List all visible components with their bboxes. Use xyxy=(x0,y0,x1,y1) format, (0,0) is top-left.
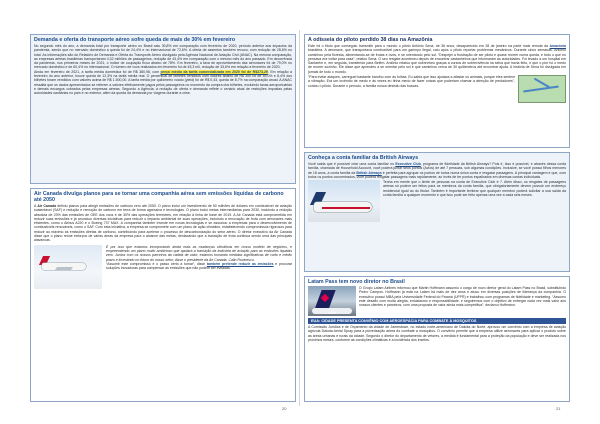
photo-row xyxy=(34,245,292,329)
company-name: Air Canada xyxy=(37,204,57,208)
section-banner: EUA: CIDADE PRESENTA CONVÊNIO COM AEROESPÁCIA PARA COMBATE À MOSQUITOS xyxy=(308,318,566,324)
article-air-canada xyxy=(30,188,296,402)
map-row xyxy=(308,75,566,103)
text-span: brasileira. A aeronave, que transportava combustível para um garimpo ilegal, caiu após o piloto reportar problemas mecânicos. Durante cinco semanas, Antônio caminhou pela floresta, alimentando-se de frutas e ovos, e se orientando pelo sol. “Despejei a frustração de ser piloto e quase morrer numa queda, e tudo o que eu pensava era voltar para casa”, relatou Sena. O seu resgate aconteceu depois de encontrar castanheiros que informaram as autoridades. Foi levado a um hospital em Santarém e, em seguida, transferido para Belém. Antônio relatou que sobreviveu graças a cursos de sobrevivência na selva que havia feito, e que o pior foi o medo de morrer sozinho. Ele disse que aprendeu a se orientar pelo sol e que caminhou cerca de 30 quilômetros até encontrar ajuda. A história de Sena foi divulgada em jornais de todo o mundo. xyxy=(308,48,566,74)
plane-wing-shape xyxy=(55,267,73,270)
article-title: Demanda e oferta do transporte aéreo sofre queda de mais de 30% em fevereiro xyxy=(34,37,236,43)
article-latam-pass xyxy=(304,276,570,402)
article-demanda-oferta xyxy=(30,34,296,184)
article-paragraph xyxy=(106,262,292,271)
page-number-left: 20 xyxy=(282,406,287,411)
inline-link[interactable]: British Airways xyxy=(356,170,382,175)
article-paragraph: O Grupo Latam Airlines informou que Martin Hoffmann assumiu o cargo de novo diretor geral do Latam Pass no Brasil, substituindo Pedro Campos. Hoffmann já está na Latam há mais de dez anos e atuou em diversas posições de liderança da companhia. O executivo possui MBA pela Universidade Federal do Paraná (UFPR) e trabalhou com programas de fidelidade e marketing. “Assumo este desafio com muita alegria, entusiasmo e responsabilidade, e seguiremos com o objetivo de entregar cada vez mais valor aos nossos clientes e parceiros, com uma proposta de valor ainda mais competitiva”, declarou Hoffmann. xyxy=(359,286,566,308)
text-span: , programa de fidelidade da British Airways? Pois é, isso é possível, e através dessa conta família, chamada de Household Account, você poderá juntar seus pontos (Avios) de até 7 pessoas, sob algumas condições. Inclusive, se você possui filhos menores de 18 anos, a conta família da xyxy=(308,162,566,175)
article-title: Conheça a conta familiar da British Airways xyxy=(308,155,419,161)
ba-photo-row xyxy=(308,180,566,222)
british-airways-plane-photo xyxy=(308,180,380,222)
left-page xyxy=(30,34,296,411)
latam-row xyxy=(308,286,566,316)
article-paragraph xyxy=(34,70,292,96)
right-page xyxy=(304,34,570,411)
text-span: . Em relação a fevereiro do ano anterior, houve queda de 12,3% na tarifa média real. O percentual de bilhetes vendidos com valores abaixo de R$ 300 foi de 49,0% e 8,4% dos bilhetes foram vendidos com valores acima de R$ 1.500,00. A tarifa média por quilômetro voado (yield) foi de R$ 0,43, queda de 8,7% na comparação anual. A ANAC ressalta que os dados apresentados se referem a valores efetivamente pagos pelos passageiros no momento da compra dos bilhetes, excluindo taxas aeroportuárias e demais encargos cobrados pelas empresas aéreas. Segundo a Agência, a redução de oferta e demanda reflete o cenário atual de restrições impostas pelas autoridades sanitárias no país e no exterior, além da queda da demanda por viagens durante a crise. xyxy=(34,69,292,96)
text-span: “Assumir este compromisso é o passo certo a tomar”, disse xyxy=(106,261,207,266)
text-span: Este foi o título que conseguiu transmitir para o mundo o piloto Antônio Sena, de 36 anos, desaparecido em 28 de janeiro na parte mais remota da xyxy=(308,44,550,48)
air-canada-plane-photo xyxy=(34,245,102,289)
text-span: A xyxy=(34,204,38,208)
article-piloto-amazonia xyxy=(304,34,570,148)
article-british-airways xyxy=(304,152,570,272)
article-paragraph: "Para evitar ataques, carreguei bastante barulho com as folhas. Eu sabia que isso ajudava a afastar os animais, porque eles sentem a vibração. Era um incêndio de medo e às vezes eu tinha medo de fazer coisas que poderiam chamar a atenção de predadores", contou o piloto. Durante o período, a família nunca desistiu das buscas. xyxy=(308,75,515,88)
photo-caption: LATAM xyxy=(327,312,337,315)
page-number-right: 21 xyxy=(556,406,561,411)
inline-link[interactable]: Amazônia xyxy=(549,44,566,48)
highlighted-link[interactable]: preço médio da tarifa comercializada em 2020 foi de R$373,29 xyxy=(160,69,268,74)
text-span: e procurar soluções inovadoras para compensar as emissões que não podem ser evitadas. xyxy=(106,261,293,271)
article-title: Latam Pass tem novo diretor no Brasil xyxy=(308,279,405,285)
inline-link[interactable]: Executive Club xyxy=(395,162,421,166)
amazon-map-image xyxy=(518,75,566,103)
article-quote: É por isso que estamos incorporando ainda mais as mudanças climáticas em nosso modelo de negócios, e empreendendo um plano muito ambicioso que apoiará a transição da indústria de aviação para as emissões líquidas zero. Juntos com os nossos parceiros da cadeia de valor, estamos tomando medidas significativas de curto e médio prazo e investindo no futuro do nosso setor, disse o presidente da Air Canada, Calin Rovinescu. xyxy=(106,244,292,262)
article-paragraph xyxy=(308,44,566,74)
inline-link[interactable]: também pretende reduzir as emissões xyxy=(206,261,274,266)
text-span: Ainda em fevereiro de 2021, a tarifa média doméstica foi de R$ 380,98, com xyxy=(34,69,161,74)
article-paragraph xyxy=(34,204,292,243)
text-span: Você sabia que é possível criar uma conta familiar no xyxy=(308,162,396,166)
text-span: definiu planos para atingir emissões de carbono zero até 2050. O plano inclui um investimento de 50 milhões de dólares em combustível de aviação sustentável (SAF) e redução e remoção de carbono em terra de forma agressiva e tecnologias. O plano inclui metas intermediárias para 2030, incluindo a redução absoluta de 20% das emissões de GEE dos voos e de 30% das operações terrestres, em relação à linha de base de 2019. A Air Canada está comprometida em reduzir suas emissões e já anunciou diversas iniciativas para reduzir o impacto ambiental de suas operações, incluindo a renovação de frota com aeronaves mais eficientes, como o Airbus A220 e o Boeing 737 MAX. A companhia também investe em novas tecnologias e se associou a empresas para o desenvolvimento de combustíveis renováveis, como o SAF. Com esta iniciativa, a empresa se compromete com um plano de ação climático, estabelecendo compromissos rigorosos para reduzir ao máximo as emissões diretas de carbono, contribuindo para acelerar o processo de descarbonização do setor aéreo. O diretor executivo da Air Canada disse que o plano reúne esforços de várias áreas da empresa para o alcance das metas, destacando que a transição de frota continua sendo uma das principais alavancas. xyxy=(34,204,292,243)
side-text xyxy=(106,245,292,271)
article-paragraph: Tenha em mente que o limite de pessoas na conta de Executive Club é 7. Além disso, os resgates de passagens aéreas só podem ser feitos para os membros da conta família, que obrigatoriamente devem possuir um endereço residencial igual ao do titular. Também é importante lembrar que qualquer membro poderá solicitar a sua saída da conta família a qualquer momento e que isso pode ser feito apenas uma vez a cada seis meses. xyxy=(383,180,566,198)
text-span: é perfeita para agrupar os pontos de todos numa única conta e resgatar passagens. A principal vantagem é que, com todos os pontos concentrados, você poderá resgatar passagens mais rapidamente, ao invés de ter pontos espalhados em diversas contas individuais. xyxy=(308,170,566,179)
plane-stripe-shape xyxy=(322,207,370,208)
article-paragraph: No segundo mês do ano, a demanda total por transporte aéreo no Brasil caiu 30,8% em comparação com fevereiro de 2020, período anterior aos impactos da pandemia, sendo que no mercado doméstico a queda foi de 24,4% e no internacional de 72,6%. A oferta de assentos também recuou, com redução de 28,6% no total. As informações são do Relatório de Demanda e Oferta do Transporte Aéreo divulgado pela Agência Nacional de Aviação Civil (ANAC). Na mesma comparação, as empresas aéreas brasileiras transportaram 4,32 milhões de passageiros, redução de 43,4% em comparação com o mesmo mês do ano passado. Em decorrência da pandemia, nos primeiros meses de 2021, o índice de ocupação ficou abaixo de 78%. Em fevereiro, a taxa de aproveitamento das aeronaves foi de 79,0% no mercado doméstico e de 60,4% no internacional. O número de voos realizados em fevereiro foi de 45,3 mil, redução de 33,6% em relação a fevereiro de 2020. xyxy=(34,44,292,70)
page-gutter xyxy=(299,30,300,406)
article-paragraph xyxy=(308,162,566,179)
article-title: Air Canada divulga planos para se tornar uma companhia aérea sem emissões líquidas de carbono até 2050 xyxy=(34,191,284,203)
article-title: A odisseia do piloto perdido 38 dias na Amazônia xyxy=(308,37,433,43)
river-shape xyxy=(523,86,559,93)
article-paragraph: A Comissão Jurídica e de Orçamento da cidade de Jamestown, no estado norte-americano de Dakota do Norte, aprovou um convênio com a empresa de aviação agrícola Dakota Aerial Spray para a pulverização aérea do combate a mosquitos. O convênio permite que a empresa utilize aeronaves para aplicar o produto sobre as áreas urbanas e rurais da cidade. Segundo o diretor do departamento de vetores, a medida é fundamental para a proteção da população e deve ser realizada nos próximos meses, conforme as condições climáticas e a incidência dos insetos. xyxy=(308,325,566,342)
latam-plane-photo xyxy=(308,286,356,316)
